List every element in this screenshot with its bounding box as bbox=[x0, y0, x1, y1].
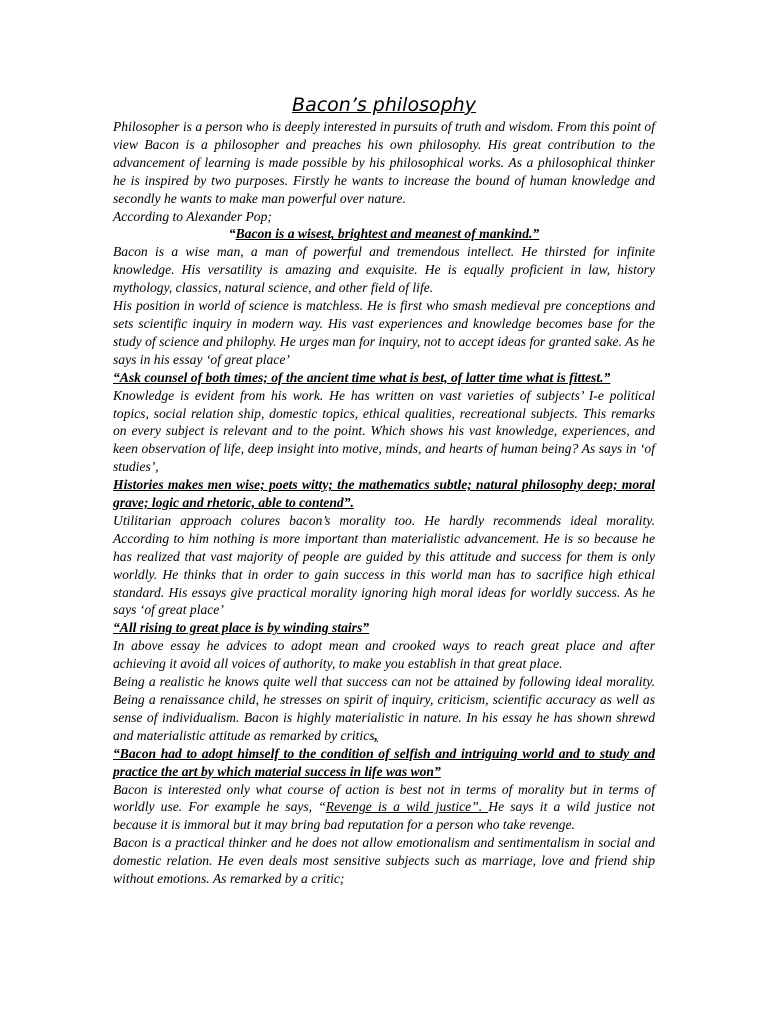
paragraph-attribution: According to Alexander Pop; bbox=[113, 208, 272, 224]
quote-studies: Histories makes men wise; poets witty; the mathematics subtle; natural philosophy deep; moral grave; logic and rhetoric, able to contend”. bbox=[113, 477, 655, 511]
paragraph-realistic bbox=[113, 673, 655, 745]
quote-pope bbox=[113, 225, 655, 243]
paragraph-knowledge: Knowledge is evident from his work. He has written on vast varieties of subjects’ I-e political topics, social relation ship, domestic topics, ethical qualities, recreational subjects. This remarks on every subject is relevant and to the point. Which shows his vast knowledge, experiences, and keen observation of life, deep insight into motive, minds, and hearts of human being? As says in ‘of studies’, bbox=[113, 387, 655, 475]
quote-great-place bbox=[113, 619, 655, 637]
paragraph-mean-ways: In above essay he advices to adopt mean and crooked ways to reach great place and after achieving it avoid all voices of authority, to make you establish in that great place. bbox=[113, 638, 655, 672]
paragraph-intro-text: Philosopher is a person who is deeply interested in pursuits of truth and wisdom. From this point of view Bacon is a philosopher and preaches his own philosophy. His great contribution to the advancement of learning is made possible by his philosophical works. As a philosophical thinker he is inspired by two purposes. Firstly he wants to increase the bound of human knowledge and secondly he wants to make man powerful over nature. bbox=[113, 119, 655, 206]
quote-critic: “Bacon had to adopt himself to the condition of selfish and intriguing world and to study and practice the art by which material success in life was won” bbox=[113, 745, 655, 779]
paragraph-science: His position in world of science is matchless. He is first who smash medieval pre conceptions and sets scientific inquiry in modern way. His vast experiences and knowledge becomes base for the study of science and philophy. He urges man for inquiry, not to accept ideas for granted sake. As he says in his essay ‘of great place’ bbox=[113, 298, 655, 367]
quote-open-mark: “ bbox=[228, 226, 236, 242]
paragraph-utilitarian: Utilitarian approach colures bacon’s morality too. He hardly recommends ideal morality. According to him nothing is more important than materialistic advancement. He is so because he has realized that vast majority of people are guided by this attitude and success for them is only worldly. He thinks that in order to gain success in this world man has to sacrifice high ethical standard. His essays give practical morality ignoring high moral ideas for worldly success. As he says ‘of great place’ bbox=[113, 512, 655, 618]
document-page bbox=[113, 92, 655, 888]
quote-pope-text: Bacon is a wisest, brightest and meanest of mankind.” bbox=[235, 226, 540, 242]
quote-great-place-text: “All rising to great place is by winding stairs” bbox=[113, 620, 370, 636]
paragraph-revenge-a: Bacon is interested only what course of action is best not in terms of morality but in terms of worldly use. For example he says, “ bbox=[113, 781, 655, 815]
quote-counsel: “Ask counsel of both times; of the ancient time what is best, of latter time what is fittest.” bbox=[113, 369, 611, 385]
paragraph-practical: Bacon is a practical thinker and he does not allow emotionalism and sentimentalism in social and domestic relation. He even deals most sensitive subjects such as marriage, love and friend ship without emotions. As remarked by a critic; bbox=[113, 835, 655, 887]
paragraph-realistic-end: , bbox=[374, 727, 378, 743]
revenge-quote: Revenge is a wild justice”. bbox=[325, 799, 489, 815]
paragraph-intro bbox=[113, 118, 655, 208]
paragraph-revenge-b: He says it a wild justice not because it is immoral but it may bring bad reputation for a person who take revenge. bbox=[113, 799, 656, 833]
paragraph-revenge bbox=[113, 781, 655, 835]
page-title: Bacon’s philosophy bbox=[292, 94, 476, 116]
paragraph-wise-man: Bacon is a wise man, a man of powerful and tremendous intellect. He thirsted for infinite knowledge. His versatility is amazing and exquisite. He is equally proficient in law, history mythology, classics, natural science, and other field of life. bbox=[113, 244, 655, 296]
paragraph-realistic-text: Being a realistic he knows quite well that success can not be attained by following ideal morality. Being a renaissance child, he stresses on spirit of inquiry, criticism, scientific accuracy as well as sense of individualism. Bacon is highly materialistic in nature. In his essay he has shown shrewd and materialistic attitude as remarked by critics bbox=[113, 674, 655, 743]
